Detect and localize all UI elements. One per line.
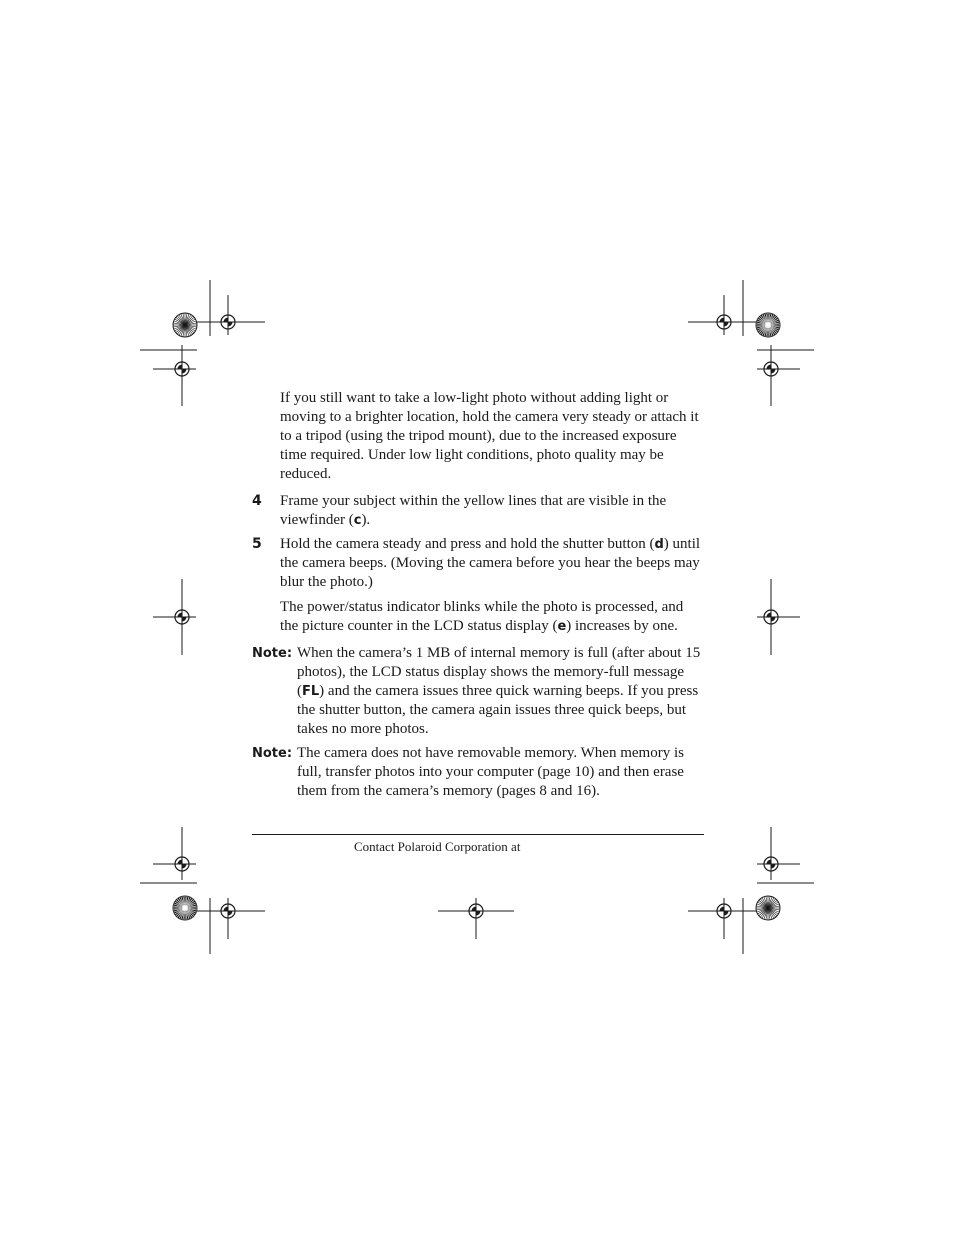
step-5-followup: The power/status indicator blinks while the photo is processed, and the picture counter in the LCD status display (e) increases by one. (280, 599, 684, 634)
registration-starburst (756, 896, 780, 920)
registration-crosshair (463, 898, 489, 924)
viewfinder-key-label: c (353, 513, 362, 528)
note-2-label: Note: (252, 746, 293, 761)
step-5-number: 5 (252, 536, 262, 552)
step-4-number: 4 (252, 493, 262, 509)
step-5-text: Hold the camera steady and press and hold the shutter button (d) until the camera beeps. (Moving the camera before you hear the beeps may blur the photo.) (280, 536, 701, 590)
lcd-key-label: e (557, 619, 567, 634)
registration-crosshair (758, 356, 784, 382)
note-1-label: Note: (252, 646, 293, 661)
registration-starburst (756, 313, 780, 337)
intro-paragraph: If you still want to take a low-light photo without adding light or moving to a brighter location, hold the camera very steady or attach it to a tripod (using the tripod mount), due to the increased exposure time required. Under low light conditions, photo quality may be reduced. (280, 390, 699, 482)
registration-crosshair (758, 851, 784, 877)
step-4-text: Frame your subject within the yellow lines that are visible in the viewfinder (c). (280, 493, 667, 528)
registration-crosshair (758, 604, 784, 630)
registration-crosshair (711, 309, 737, 335)
registration-crosshair (169, 604, 195, 630)
memory-full-key-label: FL (302, 684, 320, 699)
shutter-key-label: d (654, 537, 664, 552)
registration-starburst (173, 313, 197, 337)
registration-starburst (173, 896, 197, 920)
footer-text: Contact Polaroid Corporation at (354, 839, 521, 854)
registration-crosshair (215, 898, 241, 924)
registration-crosshair (169, 851, 195, 877)
registration-crosshair (711, 898, 737, 924)
note-1-text: When the camera’s 1 MB of internal memory is full (after about 15 photos), the LCD status display shows the memory-full message (FL) and the camera issues three quick warning beeps. If you press the shutter button, the camera again issues three quick beeps, but takes no more photos. (297, 645, 701, 737)
note-2-text: The camera does not have removable memory. When memory is full, transfer photos into your computer (page 10) and then erase them from the camera’s memory (pages 8 and 16). (297, 745, 684, 799)
registration-crosshair (215, 309, 241, 335)
registration-crosshair (169, 356, 195, 382)
footer-rule (252, 834, 704, 835)
